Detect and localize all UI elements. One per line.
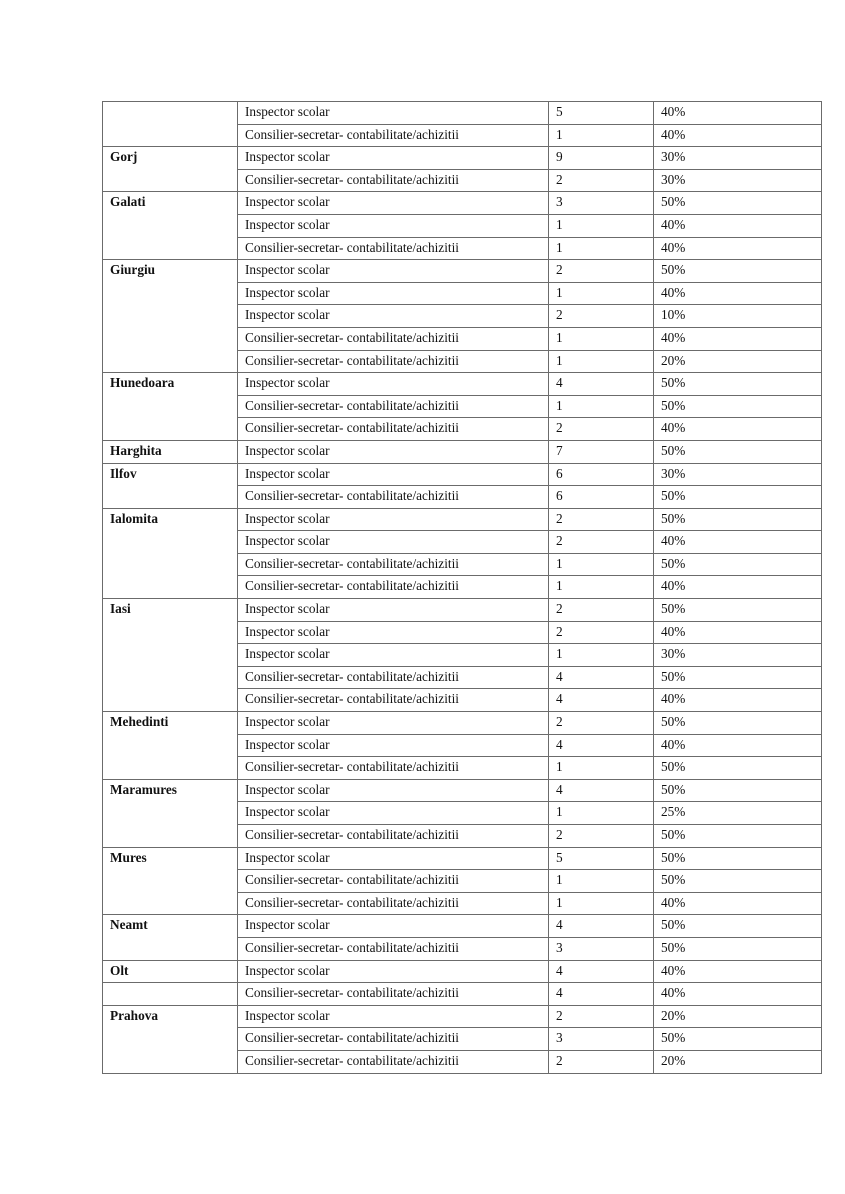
percent-cell: 40% xyxy=(654,576,822,599)
percent-cell: 50% xyxy=(654,440,822,463)
position-cell: Inspector scolar xyxy=(238,463,549,486)
count-cell: 1 xyxy=(549,870,654,893)
percent-cell: 50% xyxy=(654,870,822,893)
count-cell: 1 xyxy=(549,576,654,599)
count-cell: 2 xyxy=(549,825,654,848)
county-cell: Ialomita xyxy=(103,508,238,598)
count-cell: 2 xyxy=(549,169,654,192)
position-cell: Inspector scolar xyxy=(238,960,549,983)
position-cell: Inspector scolar xyxy=(238,531,549,554)
position-cell: Consilier-secretar- contabilitate/achizitii xyxy=(238,350,549,373)
positions-table xyxy=(102,101,822,1074)
count-cell: 4 xyxy=(549,915,654,938)
percent-cell: 50% xyxy=(654,260,822,283)
count-cell: 4 xyxy=(549,373,654,396)
percent-cell: 10% xyxy=(654,305,822,328)
position-cell: Inspector scolar xyxy=(238,192,549,215)
percent-cell: 40% xyxy=(654,531,822,554)
table-row xyxy=(103,260,822,283)
percent-cell: 50% xyxy=(654,847,822,870)
position-cell: Inspector scolar xyxy=(238,214,549,237)
table-body xyxy=(103,102,822,1074)
count-cell: 4 xyxy=(549,779,654,802)
percent-cell: 20% xyxy=(654,1005,822,1028)
count-cell: 1 xyxy=(549,644,654,667)
count-cell: 7 xyxy=(549,440,654,463)
position-cell: Consilier-secretar- contabilitate/achizitii xyxy=(238,553,549,576)
percent-cell: 20% xyxy=(654,350,822,373)
position-cell: Inspector scolar xyxy=(238,260,549,283)
percent-cell: 50% xyxy=(654,553,822,576)
table-row xyxy=(103,373,822,396)
percent-cell: 40% xyxy=(654,983,822,1006)
count-cell: 2 xyxy=(549,305,654,328)
count-cell: 5 xyxy=(549,847,654,870)
county-cell: Iasi xyxy=(103,599,238,712)
count-cell: 2 xyxy=(549,260,654,283)
percent-cell: 50% xyxy=(654,712,822,735)
position-cell: Consilier-secretar- contabilitate/achizitii xyxy=(238,1050,549,1073)
table-row xyxy=(103,1005,822,1028)
percent-cell: 40% xyxy=(654,124,822,147)
percent-cell: 50% xyxy=(654,373,822,396)
percent-cell: 50% xyxy=(654,779,822,802)
county-cell: Gorj xyxy=(103,147,238,192)
count-cell: 1 xyxy=(549,553,654,576)
position-cell: Inspector scolar xyxy=(238,712,549,735)
count-cell: 6 xyxy=(549,463,654,486)
county-cell: Mehedinti xyxy=(103,712,238,780)
position-cell: Consilier-secretar- contabilitate/achizitii xyxy=(238,124,549,147)
position-cell: Consilier-secretar- contabilitate/achizitii xyxy=(238,892,549,915)
table-row xyxy=(103,147,822,170)
percent-cell: 50% xyxy=(654,395,822,418)
position-cell: Consilier-secretar- contabilitate/achizitii xyxy=(238,395,549,418)
count-cell: 4 xyxy=(549,983,654,1006)
percent-cell: 40% xyxy=(654,689,822,712)
table-row xyxy=(103,960,822,983)
county-cell: Prahova xyxy=(103,1005,238,1073)
count-cell: 1 xyxy=(549,124,654,147)
position-cell: Consilier-secretar- contabilitate/achizitii xyxy=(238,689,549,712)
percent-cell: 50% xyxy=(654,915,822,938)
position-cell: Consilier-secretar- contabilitate/achizitii xyxy=(238,486,549,509)
position-cell: Inspector scolar xyxy=(238,102,549,125)
table-row xyxy=(103,463,822,486)
position-cell: Consilier-secretar- contabilitate/achizitii xyxy=(238,937,549,960)
percent-cell: 30% xyxy=(654,169,822,192)
count-cell: 2 xyxy=(549,418,654,441)
position-cell: Inspector scolar xyxy=(238,734,549,757)
count-cell: 1 xyxy=(549,327,654,350)
position-cell: Inspector scolar xyxy=(238,802,549,825)
position-cell: Inspector scolar xyxy=(238,1005,549,1028)
position-cell: Consilier-secretar- contabilitate/achizitii xyxy=(238,757,549,780)
count-cell: 9 xyxy=(549,147,654,170)
position-cell: Inspector scolar xyxy=(238,305,549,328)
position-cell: Consilier-secretar- contabilitate/achizitii xyxy=(238,418,549,441)
county-cell xyxy=(103,983,238,1006)
position-cell: Inspector scolar xyxy=(238,599,549,622)
county-cell: Galati xyxy=(103,192,238,260)
percent-cell: 40% xyxy=(654,892,822,915)
count-cell: 2 xyxy=(549,599,654,622)
table-row xyxy=(103,983,822,1006)
percent-cell: 50% xyxy=(654,508,822,531)
table-row xyxy=(103,192,822,215)
table-row xyxy=(103,440,822,463)
position-cell: Consilier-secretar- contabilitate/achizitii xyxy=(238,870,549,893)
percent-cell: 40% xyxy=(654,734,822,757)
percent-cell: 40% xyxy=(654,237,822,260)
percent-cell: 40% xyxy=(654,282,822,305)
county-cell: Maramures xyxy=(103,779,238,847)
county-cell: Giurgiu xyxy=(103,260,238,373)
county-cell: Olt xyxy=(103,960,238,983)
percent-cell: 40% xyxy=(654,621,822,644)
count-cell: 4 xyxy=(549,734,654,757)
table-row xyxy=(103,599,822,622)
percent-cell: 50% xyxy=(654,486,822,509)
position-cell: Inspector scolar xyxy=(238,915,549,938)
county-cell: Ilfov xyxy=(103,463,238,508)
table-row xyxy=(103,779,822,802)
position-cell: Consilier-secretar- contabilitate/achizitii xyxy=(238,1028,549,1051)
position-cell: Consilier-secretar- contabilitate/achizitii xyxy=(238,825,549,848)
percent-cell: 40% xyxy=(654,960,822,983)
count-cell: 1 xyxy=(549,282,654,305)
position-cell: Inspector scolar xyxy=(238,644,549,667)
percent-cell: 50% xyxy=(654,192,822,215)
table-row xyxy=(103,508,822,531)
percent-cell: 50% xyxy=(654,825,822,848)
count-cell: 1 xyxy=(549,892,654,915)
count-cell: 1 xyxy=(549,395,654,418)
percent-cell: 50% xyxy=(654,599,822,622)
count-cell: 2 xyxy=(549,1005,654,1028)
count-cell: 4 xyxy=(549,689,654,712)
position-cell: Inspector scolar xyxy=(238,373,549,396)
count-cell: 3 xyxy=(549,192,654,215)
count-cell: 2 xyxy=(549,712,654,735)
count-cell: 5 xyxy=(549,102,654,125)
count-cell: 1 xyxy=(549,757,654,780)
percent-cell: 30% xyxy=(654,463,822,486)
count-cell: 2 xyxy=(549,1050,654,1073)
count-cell: 4 xyxy=(549,666,654,689)
percent-cell: 30% xyxy=(654,644,822,667)
count-cell: 2 xyxy=(549,508,654,531)
county-cell: Hunedoara xyxy=(103,373,238,441)
county-cell: Harghita xyxy=(103,440,238,463)
position-cell: Inspector scolar xyxy=(238,440,549,463)
position-cell: Consilier-secretar- contabilitate/achizitii xyxy=(238,576,549,599)
county-cell: Neamt xyxy=(103,915,238,960)
position-cell: Consilier-secretar- contabilitate/achizitii xyxy=(238,169,549,192)
table-row xyxy=(103,915,822,938)
percent-cell: 40% xyxy=(654,102,822,125)
position-cell: Consilier-secretar- contabilitate/achizitii xyxy=(238,237,549,260)
percent-cell: 30% xyxy=(654,147,822,170)
table-row xyxy=(103,102,822,125)
table-row xyxy=(103,712,822,735)
percent-cell: 25% xyxy=(654,802,822,825)
percent-cell: 40% xyxy=(654,327,822,350)
position-cell: Inspector scolar xyxy=(238,621,549,644)
position-cell: Inspector scolar xyxy=(238,147,549,170)
percent-cell: 50% xyxy=(654,757,822,780)
count-cell: 2 xyxy=(549,531,654,554)
percent-cell: 40% xyxy=(654,418,822,441)
percent-cell: 50% xyxy=(654,937,822,960)
percent-cell: 50% xyxy=(654,666,822,689)
position-cell: Inspector scolar xyxy=(238,282,549,305)
percent-cell: 50% xyxy=(654,1028,822,1051)
percent-cell: 40% xyxy=(654,214,822,237)
count-cell: 6 xyxy=(549,486,654,509)
county-cell xyxy=(103,102,238,147)
count-cell: 4 xyxy=(549,960,654,983)
count-cell: 1 xyxy=(549,350,654,373)
percent-cell: 20% xyxy=(654,1050,822,1073)
position-cell: Inspector scolar xyxy=(238,847,549,870)
position-cell: Consilier-secretar- contabilitate/achizitii xyxy=(238,983,549,1006)
count-cell: 1 xyxy=(549,214,654,237)
count-cell: 1 xyxy=(549,802,654,825)
count-cell: 3 xyxy=(549,937,654,960)
position-cell: Inspector scolar xyxy=(238,508,549,531)
position-cell: Consilier-secretar- contabilitate/achizitii xyxy=(238,666,549,689)
count-cell: 2 xyxy=(549,621,654,644)
count-cell: 1 xyxy=(549,237,654,260)
county-cell: Mures xyxy=(103,847,238,915)
position-cell: Inspector scolar xyxy=(238,779,549,802)
position-cell: Consilier-secretar- contabilitate/achizitii xyxy=(238,327,549,350)
table-row xyxy=(103,847,822,870)
count-cell: 3 xyxy=(549,1028,654,1051)
